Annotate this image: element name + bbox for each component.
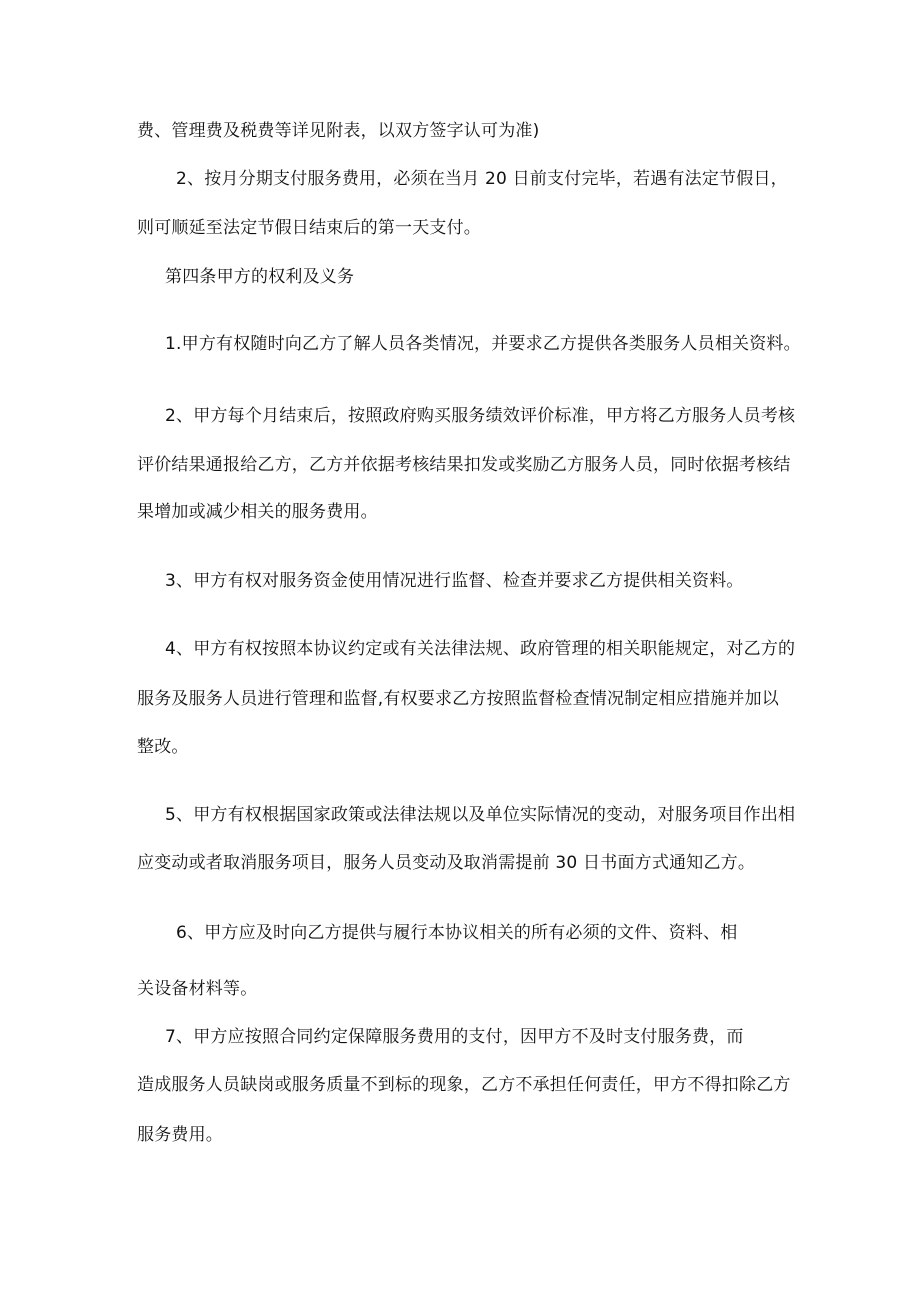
paragraph-line: 4、甲方有权按照本协议约定或有关法律法规、政府管理的相关职能规定，对乙方的: [165, 639, 796, 659]
paragraph-line: 则可顺延至法定节假日结束后的第一天支付。: [137, 218, 481, 238]
paragraph-line: 5、甲方有权根据国家政策或法律法规以及单位实际情况的变动，对服务项目作出相: [165, 805, 796, 825]
paragraph-line: 费、管理费及税费等详见附表，以双方签字认可为准): [137, 121, 540, 141]
paragraph-line: 整改。: [137, 737, 189, 757]
paragraph-line: 2、按月分期支付服务费用，必须在当月 20 日前支付完毕，若遇有法定节假日，: [176, 169, 788, 189]
paragraph-line: 应变动或者取消服务项目，服务人员变动及取消需提前 30 日书面方式通知乙方。: [137, 853, 756, 873]
section-heading: 第四条甲方的权利及义务: [165, 267, 355, 287]
paragraph-line: 3、甲方有权对服务资金使用情况进行监督、检查并要求乙方提供相关资料。: [165, 571, 744, 591]
paragraph-line: 果增加或减少相关的服务费用。: [137, 502, 378, 522]
paragraph-line: 服务及服务人员进行管理和监督,有权要求乙方按照监督检查情况制定相应措施并加以: [137, 689, 780, 709]
paragraph-line: 造成服务人员缺岗或服务质量不到标的现象，乙方不承担任何责任，甲方不得扣除乙方: [137, 1075, 791, 1095]
paragraph-line: 6、甲方应及时向乙方提供与履行本协议相关的所有必须的文件、资料、相: [176, 923, 738, 943]
paragraph-line: 2、甲方每个月结束后，按照政府购买服务绩效评价标准，甲方将乙方服务人员考核: [165, 406, 796, 426]
paragraph-line: 7、甲方应按照合同约定保障服务费用的支付，因甲方不及时支付服务费，而: [165, 1027, 744, 1047]
paragraph-line: 评价结果通报给乙方，乙方并依据考核结果扣发或奖励乙方服务人员，同时依据考核结: [137, 455, 791, 475]
paragraph-line: 关设备材料等。: [137, 979, 258, 999]
paragraph-line: 服务费用。: [137, 1125, 223, 1145]
paragraph-line: 1.甲方有权随时向乙方了解人员各类情况，并要求乙方提供各类服务人员相关资料。: [165, 334, 801, 354]
